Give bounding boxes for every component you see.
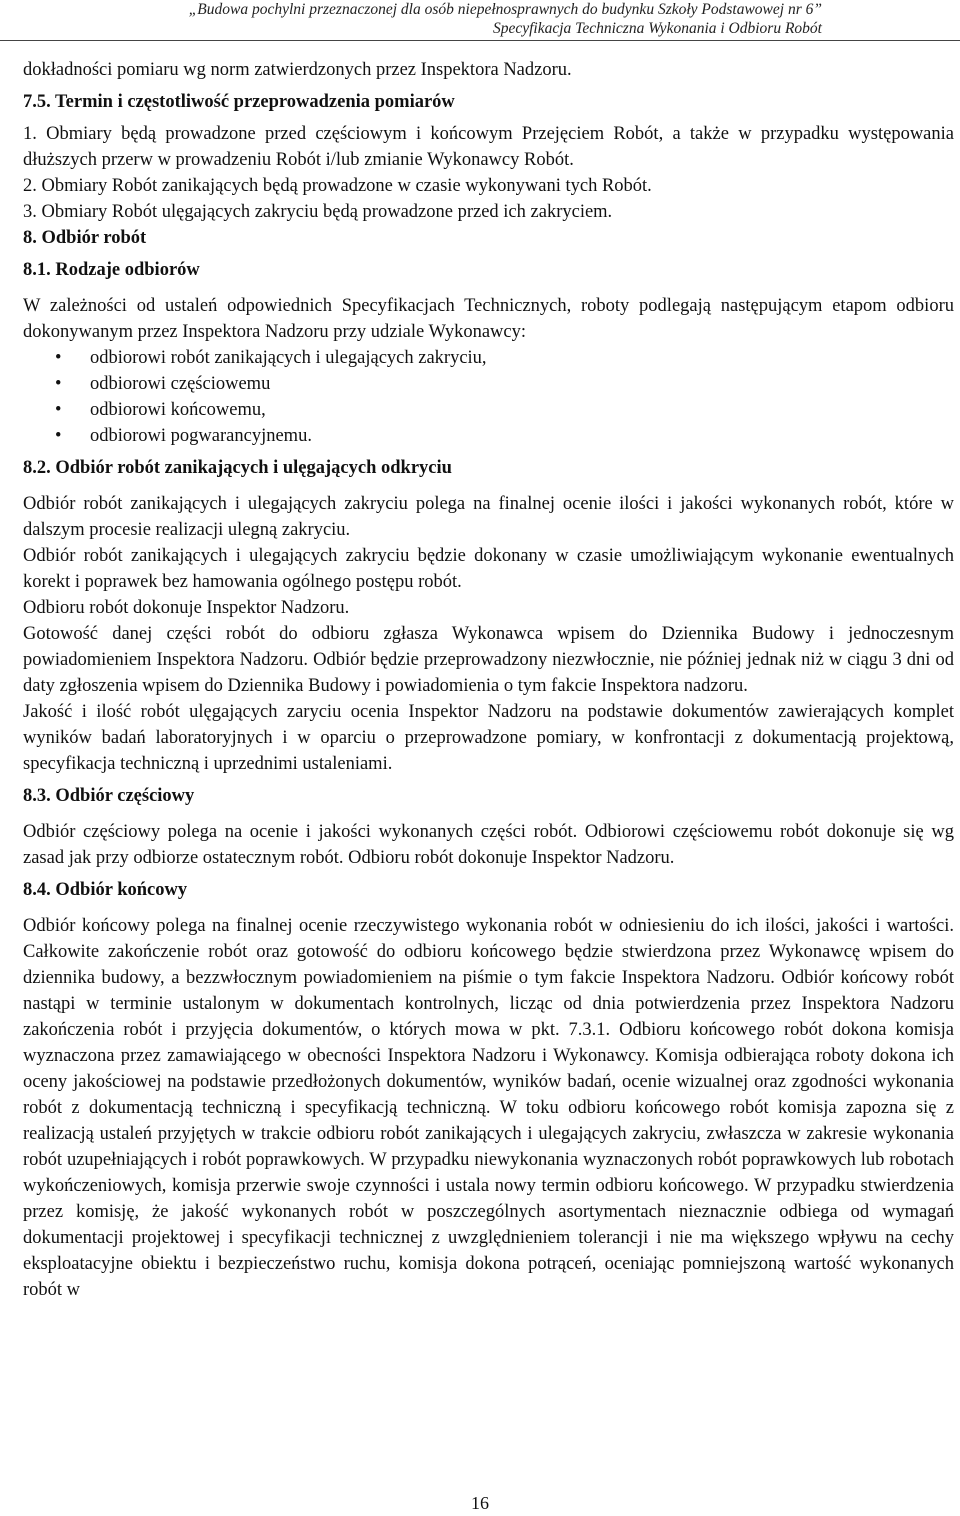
list-item: • odbiorowi końcowemu, [90,397,954,423]
document-body [23,57,954,1303]
section-8-2-para-4: Gotowość danej części robót do odbioru zgłasza Wykonawca wpisem do Dziennika Budowy i jednoczesnym powiadomieniem Inspektora Nadzoru. Odbiór będzie przeprowadzony niezwłocznie, nie później jednak niż w ciągu 3 dni od daty zgłoszenia wpisem do Dziennika Budowy i powiadomienia o tym fakcie Inspektora nadzoru. [23,624,954,696]
section-8-2-para-2: Odbiór robót zanikających i ulegających zakryciu będzie dokonany w czasie umożliwiającym wykonanie ewentualnych korekt i poprawek bez hamowania ogólnego postępu robót. [23,546,954,592]
list-item: • odbiorowi częściowemu [90,371,954,397]
section-8-4-heading: 8.4. Odbiór końcowy [23,880,188,900]
section-8-heading: 8. Odbiór robót [23,228,147,248]
section-8-3-para-1: Odbiór częściowy polega na ocenie i jakości wykonanych części robót. Odbiorowi częściowemu robót dokonuje się wg zasad jak przy odbiorze ostatecznym robót. Odbioru robót dokonuje Inspektor Nadzoru. [23,822,954,868]
section-7-5-point-2: 2. Obmiary Robót zanikających będą prowadzone w czasie wykonywani tych Robót. [23,176,652,196]
section-8-2-para-1: Odbiór robót zanikających i ulegających zakryciu polega na finalnej ocenie ilości i jakości wykonanych robót, które w dalszym procesie realizacji ulegną zakryciu. [23,494,954,540]
header-spec-title: Specyfikacja Techniczna Wykonania i Odbioru Robót [492,20,822,37]
page-number: 16 [471,1493,489,1513]
acceptance-types-list [23,345,954,449]
section-8-1-intro: W zależności od ustaleń odpowiednich Specyfikacjach Technicznych, roboty podlegają następującym etapom odbioru dokonywanym przez Inspektora Nadzoru przy udziale Wykonawcy: [23,296,954,342]
section-7-5-heading: 7.5. Termin i częstotliwość przeprowadzenia pomiarów [23,92,455,112]
section-8-2-para-5: Jakość i ilość robót ulęgających zaryciu ocenia Inspektor Nadzoru na podstawie dokumentów zawierających komplet wyników badań laboratoryjnych i w oparciu o przeprowadzone pomiary, w konfrontacji z dokumentacją projektową, specyfikacja techniczną i uprzednimi ustaleniami. [23,702,954,774]
list-item: • odbiorowi pogwarancyjnemu. [90,423,954,449]
intro-line: dokładności pomiaru wg norm zatwierdzonych przez Inspektora Nadzoru. [23,60,572,80]
section-7-5-point-3: 3. Obmiary Robót ulęgających zakryciu będą prowadzone przed ich zakryciem. [23,202,613,222]
section-8-2-para-3: Odbioru robót dokonuje Inspektor Nadzoru. [23,598,350,618]
header-project-title: „Budowa pochylni przeznaczonej dla osób niepełnosprawnych do budynku Szkoły Podstawowej nr 6” [188,1,822,18]
list-item: • odbiorowi robót zanikających i ulegających zakryciu, [90,345,954,371]
section-8-2-heading: 8.2. Odbiór robót zanikających i ulęgających odkryciu [23,458,452,478]
page-header [0,0,960,38]
section-8-1-heading: 8.1. Rodzaje odbiorów [23,260,200,280]
header-divider [0,40,960,41]
section-8-3-heading: 8.3. Odbiór częściowy [23,786,195,806]
section-8-4-para-1: Odbiór końcowy polega na finalnej ocenie rzeczywistego wykonania robót w odniesieniu do ich ilości, jakości i wartości. Całkowite zakończenie robót oraz gotowość do odbioru końcowego będzie stwierdzona przez Wykonawcę wpisem do dziennika budowy, a bezzwłocznym powiadomieniem na piśmie o tym fakcie Inspektora Nadzoru. Odbiór końcowy robót nastąpi w terminie ustalonym w dokumentach kontrolnych, licząc od dnia potwierdzenia przez Inspektora Nadzoru zakończenia robót i przyjęcia dokumentów, o których mowa w pkt. 7.3.1. Odbioru końcowego robót dokona komisja wyznaczona przez zamawiającego w obecności Inspektora Nadzoru i Wykonawcy. Komisja odbierająca roboty dokona ich oceny jakościowej na podstawie przedłożonych dokumentów, wyników badań, ocenie wizualnej oraz zgodności wykonania robót z dokumentacją techniczną i specyfikacją techniczną. W toku odbioru końcowego robót komisja zapozna się z realizacją ustaleń przyjętych w trakcie odbioru robót zanikających i ulegających zakryciu, zwłaszcza w zakresie wykonania robót uzupełniających i robót poprawkowych. W przypadku niewykonania wyznaczonych robót poprawkowych lub robotach wykończeniowych, komisja przerwie swoje czynności i ustala nowy termin odbioru końcowego. W przypadku stwierdzenia przez komisję, że jakość wykonanych robót w poszczególnych asortymentach nieznacznie odbiega od wymagań dokumentacji projektowej i specyfikacji technicznej z uwzględnieniem tolerancji i nie ma większego wpływu na cechy eksploatacyjne obiektu i bezpieczeństwo ruchu, komisja dokona potrąceń, oceniając pomniejszoną wartość wykonanych robót w [23,916,954,1300]
section-7-5-point-1: 1. Obmiary będą prowadzone przed częściowym i końcowym Przejęciem Robót, a także w przypadku występowania dłuższych przerw w prowadzeniu Robót i/lub zmianie Wykonawcy Robót. [23,124,954,170]
